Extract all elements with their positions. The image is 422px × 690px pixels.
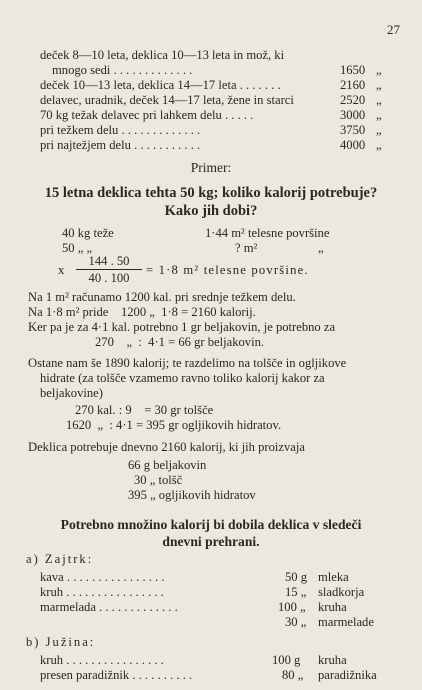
meal-title: b) Južina: [26,635,96,649]
table-row-value: 3750 [340,123,366,137]
calc-result: = 1·8 m² telesne površine. [146,263,309,277]
example-heading: Kako jih dobi? [164,203,258,219]
list-item: 395 „ ogljikovih hidratov [128,488,256,502]
table-row-label: pri najtežjem delu . . . . . . . . . . . [40,138,201,152]
table-row-unit: „ [376,108,382,122]
page-number: 27 [387,22,400,37]
meal-item-desc: paradižnika [318,668,377,682]
table-row-value: 3000 [340,108,366,122]
meal-item-qty: 100 „ [278,600,306,614]
table-row-unit: „ [376,123,382,137]
example-label: Primer: [190,160,232,175]
meal-item-desc: marmelade [318,615,374,629]
text-line: Na 1 m² računamo 1200 kal. pri srednje težkem delu. [28,290,296,304]
table-row-label: delavec, uradnik, deček 14—17 leta, žene in starci [40,93,294,107]
meal-item-name: presen paradižnik . . . . . . . . . . [40,668,193,682]
fraction-numerator: 144 . 50 [88,254,130,268]
calc-line: 50 „ „ [62,241,93,255]
calc-line: 40 kg teže [62,226,114,240]
example-heading: 15 letna deklica tehta 50 kg; koliko kalorij potrebuje? [44,185,378,201]
meal-item-name: kruh . . . . . . . . . . . . . . . . [40,585,164,599]
text-line: 270 „ : 4·1 = 66 gr beljakovin. [95,335,265,349]
meal-item-desc: sladkorja [318,585,365,599]
text-line: beljakovine) [40,386,103,400]
text-line: Deklica potrebuje dnevno 2160 kalorij, ki jih proizvaja [28,440,305,454]
meal-item-qty: 50 g [285,570,308,584]
table-row-value: 2520 [340,93,366,107]
text-line: Na 1·8 m² pride 1200 „ 1·8 = 2160 kalorij. [28,305,256,319]
fraction-line [76,269,142,270]
table-row-label: 70 kg težak delavec pri lahkem delu . . . . . [40,108,254,122]
meal-item-desc: kruha [318,653,347,667]
section-heading: dnevni prehrani. [162,534,260,549]
meal-item-qty: 30 „ [285,615,307,629]
table-row-value: 4000 [340,138,366,152]
table-row-unit: „ [376,93,382,107]
multiply-sign: x [58,263,65,277]
meal-item-desc: mleka [318,570,349,584]
section-heading: Potrebno množino kalorij bi dobila deklica v sledeči [60,517,362,532]
calc-line: 1·44 m² telesne površine [205,226,330,240]
text-line: 1620 „ : 4·1 = 395 gr ogljikovih hidratov. [66,418,282,432]
meal-item-desc: kruha [318,600,347,614]
text-line: Ostane nam še 1890 kalorij; te razdelimo na tolšče in ogljikove [28,356,347,370]
meal-item-name: marmelada . . . . . . . . . . . . . [40,600,178,614]
table-row-label: deček 8—10 leta, deklica 10—13 leta in mož, ki [40,48,285,62]
meal-title: a) Zajtrk: [26,552,94,566]
calc-line: ? m² [235,241,258,255]
table-row-value: 1650 [340,63,366,77]
table-row-label: deček 10—13 leta, deklica 14—17 leta . . . . . . . [40,78,281,92]
meal-item-name: kava . . . . . . . . . . . . . . . . [40,570,165,584]
table-row-unit: „ [376,78,382,92]
table-row-label: pri težkem delu . . . . . . . . . . . . . [40,123,201,137]
text-line: hidrate (za tolšče vzamemo ravno toliko kalorij kakor za [40,371,325,385]
meal-item-qty: 100 g [272,653,301,667]
list-item: 30 „ tolšč [134,473,183,487]
calc-line: „ [318,241,324,255]
fraction-denominator: 40 . 100 [88,271,130,285]
list-item: 66 g beljakovin [128,458,207,472]
table-row-value: 2160 [340,78,366,92]
meal-item-name: kruh . . . . . . . . . . . . . . . . [40,653,164,667]
table-row-unit: „ [376,63,382,77]
text-line: Ker pa je za 4·1 kal. potrebno 1 gr beljakovin, je potrebno za [28,320,336,334]
text-line: 270 kal. : 9 = 30 gr tolšče [75,403,214,417]
meal-item-qty: 15 „ [285,585,307,599]
table-row-label: mnogo sedi . . . . . . . . . . . . . [52,63,193,77]
table-row-unit: „ [376,138,382,152]
meal-item-qty: 80 „ [282,668,304,682]
